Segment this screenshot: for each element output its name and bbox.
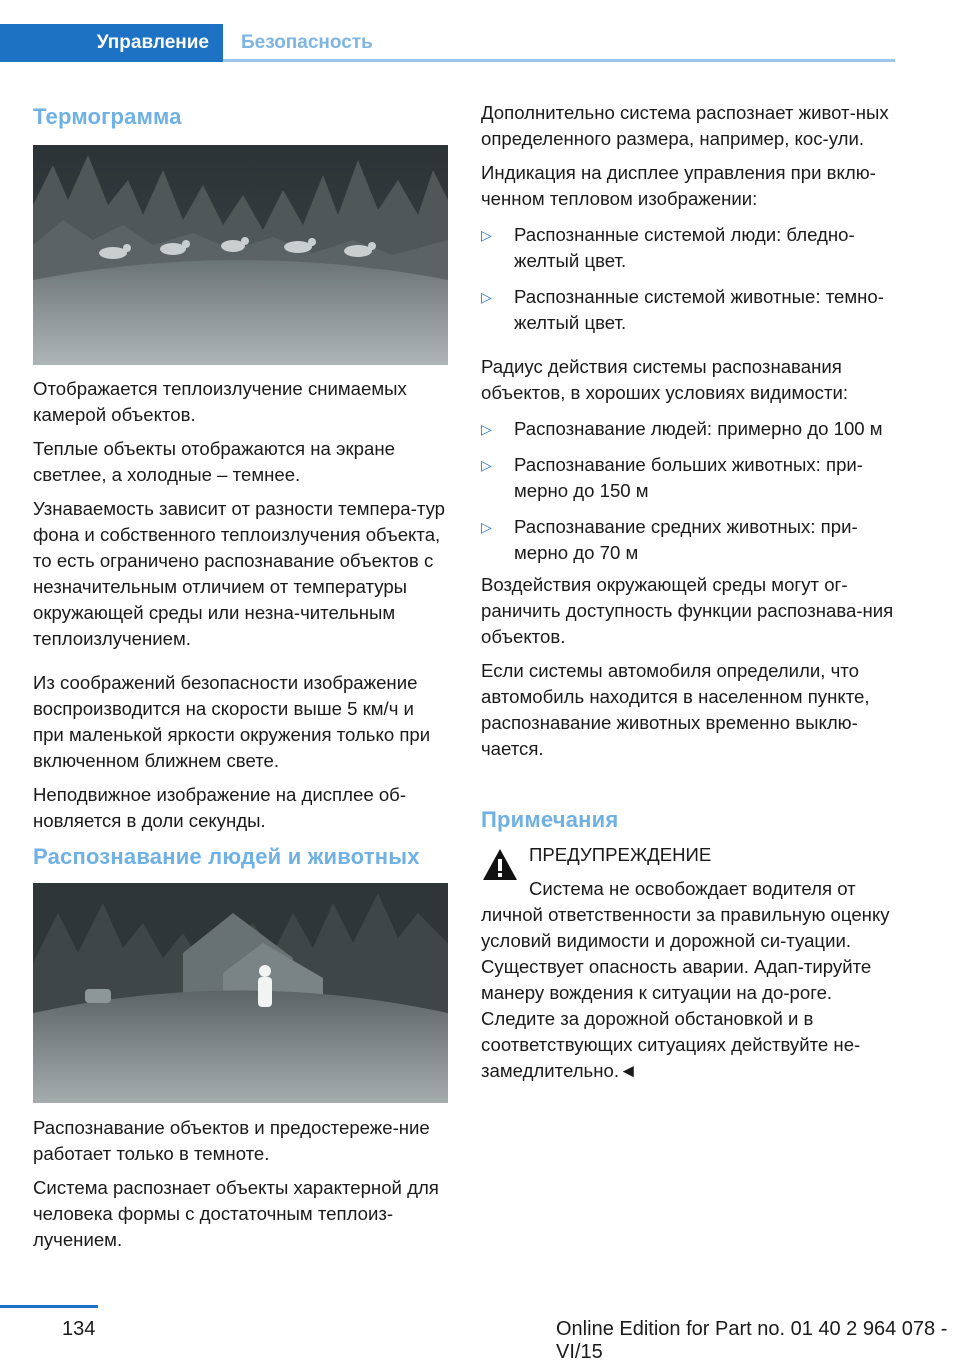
paragraph: Воздействия окружающей среды могут ог‐раничить доступность функции распознава‐ния объектов. — [481, 574, 894, 647]
paragraph: Индикация на дисплее управления при вклю‐ченном тепловом изображении: — [481, 162, 876, 209]
paragraph: Из соображений безопасности изображение воспроизводится на скорости выше 5 км/ч и при маленькой яркости окружения только при включенном ближнем свете. — [33, 672, 431, 771]
section-title-notes: Примечания — [481, 807, 619, 832]
paragraph: Дополнительно система распознает живот‐ных определенного размера, например, кос‐ули. — [481, 102, 889, 149]
paragraph: Радиус действия системы распознавания объектов, в хороших условиях видимости: — [481, 356, 849, 403]
bullet-triangle-icon: ▷ — [481, 519, 492, 535]
paragraph: Система распознает объекты характерной для человека формы с достаточным теплоиз‐лучением. — [33, 1177, 439, 1250]
display-indication-list — [481, 222, 896, 336]
tab-controls[interactable]: Управление — [0, 24, 223, 62]
section-title-thermogram: Термограмма — [33, 104, 182, 129]
footer-accent-line — [0, 1305, 98, 1308]
paragraph: Узнаваемость зависит от разности темпера‐тур фона и собственного теплоизлучения объекта, то есть ограничено распознавание объектов с незначительным отличием от температуры окружающей среды или незна‐чительным теплоизлучением. — [33, 498, 445, 649]
list-item: ▷ Распознавание людей: примерно до 100 м — [481, 416, 896, 442]
range-list — [481, 416, 896, 566]
bullet-triangle-icon: ▷ — [481, 457, 492, 473]
edition-label: Online Edition for Part no. 01 40 2 964 078 - VI/15 — [556, 1318, 948, 1363]
bullet-triangle-icon: ▷ — [481, 289, 492, 305]
paragraph: Распознавание объектов и предостереже‐ние работает только в темноте. — [33, 1117, 430, 1164]
paragraph: Отображается теплоизлучение снимаемых камерой объектов. — [33, 378, 407, 425]
paragraph: Если системы автомобиля определили, что автомобиль находится в населенном пункте, распознавание животных временно выклю‐чается. — [481, 660, 870, 759]
thermal-image-animals — [33, 145, 448, 365]
paragraph: Теплые объекты отображаются на экране светлее, а холодные – темнее. — [33, 438, 395, 485]
tab-safety[interactable]: Безопасность — [241, 32, 373, 53]
thermal-image-pedestrian — [33, 883, 448, 1103]
bullet-triangle-icon: ▷ — [481, 421, 492, 437]
header-tabs — [0, 24, 895, 62]
warning-text: Система не освобождает водителя от личной ответственности за правильную оценку условий видимости и дорожной си‐туации. Существует опасность аварии. Адап‐тируйте манеру вождения к ситуации на до‐роге. Следите за дорожной обстановкой и в соответствующих ситуациях действуйте не‐замедлительно.◄ — [481, 878, 890, 1081]
list-item: ▷ Распознавание средних животных: при‐мерно до 70 м — [481, 516, 858, 563]
page-number: 134 — [62, 1318, 96, 1340]
warning-label: ПРЕДУПРЕЖДЕНИЕ — [529, 844, 712, 865]
section-title-recognition: Распознавание людей и животных — [33, 844, 420, 869]
list-item: ▷ Распознанные системой животные: темно-желтый цвет. — [481, 286, 884, 333]
list-item: ▷ Распознавание больших животных: при‐мерно до 150 м — [481, 454, 864, 501]
paragraph: Неподвижное изображение на дисплее об‐новляется в доли секунды. — [33, 784, 407, 831]
header-divider — [223, 59, 895, 62]
pedestrian-silhouette — [258, 965, 272, 1007]
warning-triangle-icon — [481, 846, 519, 884]
list-item: ▷ Распознанные системой люди: бледно-желтый цвет. — [481, 224, 855, 271]
bullet-triangle-icon: ▷ — [481, 227, 492, 243]
warning-block — [481, 842, 896, 1084]
